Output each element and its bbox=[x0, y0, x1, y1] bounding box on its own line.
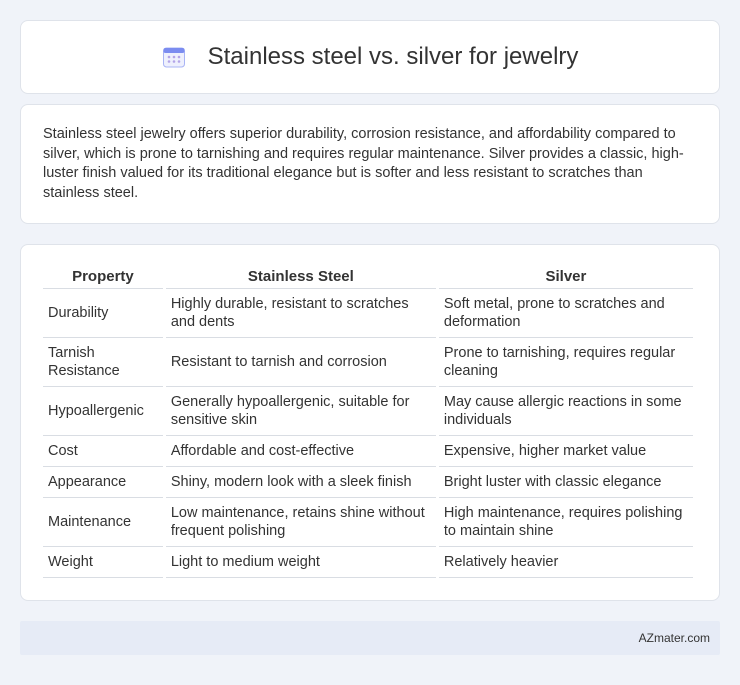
header-stainless-steel: Stainless Steel bbox=[166, 265, 436, 289]
cell-silver: Expensive, higher market value bbox=[439, 436, 693, 467]
cell-stainless: Light to medium weight bbox=[166, 547, 436, 578]
cell-silver: Prone to tarnishing, requires regular cleaning bbox=[439, 338, 693, 387]
table-row bbox=[43, 467, 693, 498]
cell-stainless: Affordable and cost-effective bbox=[166, 436, 436, 467]
table-row bbox=[43, 387, 693, 436]
cell-property: Tarnish Resistance bbox=[43, 338, 163, 387]
intro-card bbox=[20, 104, 720, 224]
cell-stainless: Shiny, modern look with a sleek finish bbox=[166, 467, 436, 498]
header-silver: Silver bbox=[439, 265, 693, 289]
footer-brand: AZmater.com bbox=[638, 631, 710, 645]
cell-stainless: Resistant to tarnish and corrosion bbox=[166, 338, 436, 387]
cell-property: Maintenance bbox=[43, 498, 163, 547]
cell-stainless: Generally hypoallergenic, suitable for sensitive skin bbox=[166, 387, 436, 436]
cell-property: Appearance bbox=[43, 467, 163, 498]
cell-silver: May cause allergic reactions in some individuals bbox=[439, 387, 693, 436]
table-header-row bbox=[43, 265, 693, 289]
title-card bbox=[20, 20, 720, 94]
cell-property: Weight bbox=[43, 547, 163, 578]
cell-silver: High maintenance, requires polishing to maintain shine bbox=[439, 498, 693, 547]
header-property: Property bbox=[43, 265, 163, 289]
cell-silver: Bright luster with classic elegance bbox=[439, 467, 693, 498]
cell-property: Hypoallergenic bbox=[43, 387, 163, 436]
intro-text: Stainless steel jewelry offers superior durability, corrosion resistance, and affordability compared to silver, which is prone to tarnishing and requires regular maintenance. Silver provides a classic, high-luster finish valued for its traditional elegance but is softer and less resistant to scratches than stainless steel. bbox=[43, 126, 684, 201]
table-row bbox=[43, 547, 693, 578]
calendar-icon bbox=[162, 45, 186, 69]
cell-silver: Relatively heavier bbox=[439, 547, 693, 578]
table-row bbox=[43, 436, 693, 467]
page-title: Stainless steel vs. silver for jewelry bbox=[207, 43, 579, 70]
cell-silver: Soft metal, prone to scratches and deformation bbox=[439, 289, 693, 338]
cell-stainless: Highly durable, resistant to scratches and dents bbox=[166, 289, 436, 338]
comparison-card bbox=[20, 244, 720, 601]
table-row bbox=[43, 498, 693, 547]
footer bbox=[20, 621, 720, 655]
cell-property: Durability bbox=[43, 289, 163, 338]
cell-property: Cost bbox=[43, 436, 163, 467]
cell-stainless: Low maintenance, retains shine without frequent polishing bbox=[166, 498, 436, 547]
table-row bbox=[43, 289, 693, 338]
table-row bbox=[43, 338, 693, 387]
comparison-table bbox=[40, 265, 696, 578]
